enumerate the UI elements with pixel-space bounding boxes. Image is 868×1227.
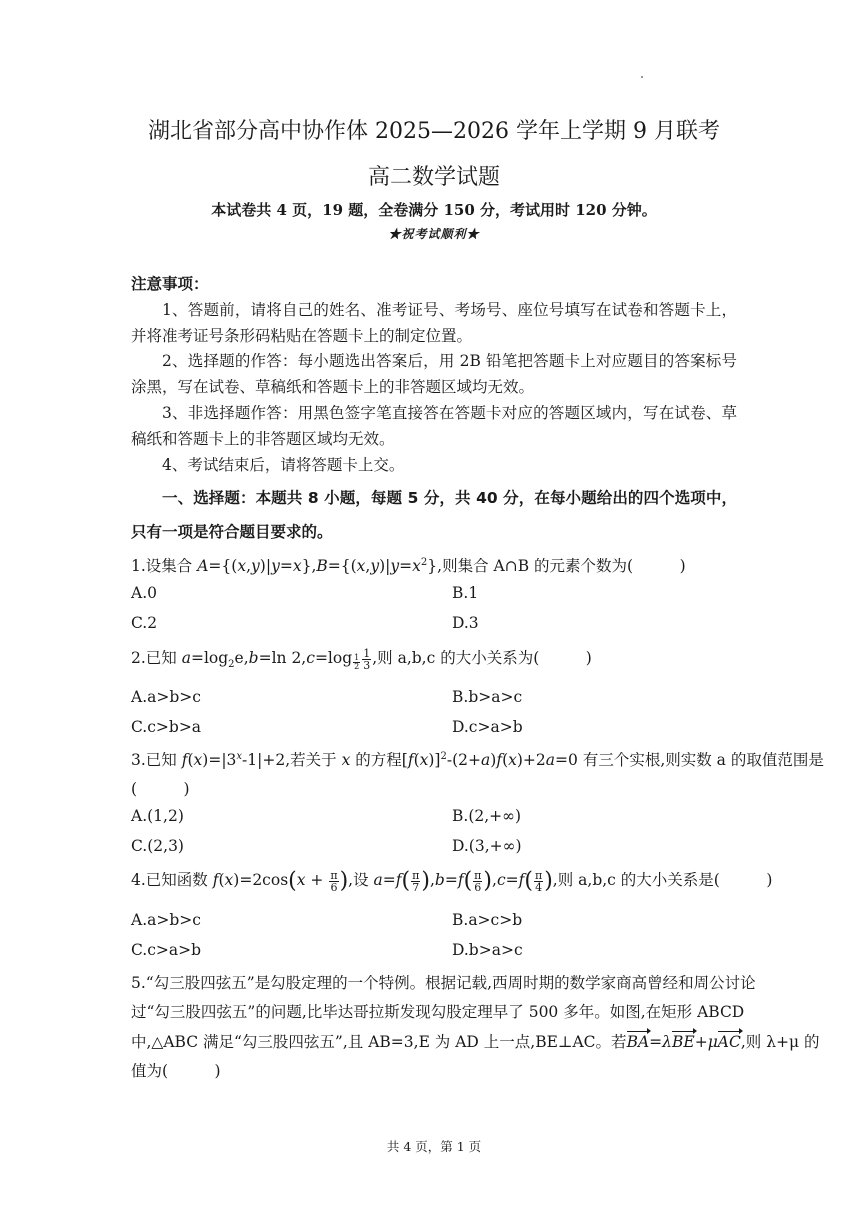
question-2 <box>131 646 592 671</box>
question-5-line-3-suffix: ,则 λ+μ 的 <box>740 1033 820 1051</box>
q3-option-d: D.(3,+∞) <box>452 837 522 855</box>
q3-option-a: A.(1,2) <box>131 807 184 825</box>
notice-item-2: 2、选择题的作答：每小题选出答案后，用 2B 铅笔把答题卡上对应题目的答案标号涂黑，写在试卷、草稿纸和答题卡上的非答题区域均无效。 <box>131 352 737 396</box>
question-3-prefix: 3.已知 <box>131 751 182 769</box>
page-footer: 共 4 页，第 1 页 <box>386 1139 482 1154</box>
notice-item-1: 1、答题前，请将自己的姓名、准考证号、考场号、座位号填写在试卷和答题卡上，并将准考证号条形码粘贴在答题卡上的制定位置。 <box>131 301 737 345</box>
question-1 <box>131 554 686 576</box>
q1-option-a: A.0 <box>131 584 157 602</box>
exam-subtitle: 高二数学试题 <box>367 165 500 190</box>
exam-info: 本试卷共 4 页，19 题，全卷满分 150 分，考试用时 120 分钟。 <box>211 201 657 219</box>
scan-dot <box>641 76 643 78</box>
q2-option-c: C.c>b>a <box>131 718 202 736</box>
question-3-formula: $f(x)=|3^x-1|+2$,若关于 x 的方程$[f(x)]^2-(2+a)f(x)+2a=0$ <box>181 750 583 769</box>
question-1-prefix: 1.设集合 <box>131 557 198 575</box>
q2-option-a: A.a>b>c <box>131 688 201 706</box>
question-5-formula: BA=λBE+μAC <box>626 1033 741 1051</box>
q4-option-d: D.b>a>c <box>452 941 523 959</box>
q1-option-d: D.3 <box>452 614 479 632</box>
question-1-formula: $A=\{(x,y)|y=x\},B=\{(x,y)|y=x^2\}$ <box>197 556 438 575</box>
question-5-line-3-prefix: 中,△ABC 满足“勾三股四弦五”,且 AB=3,E 为 AD 上一点,BE⊥AC。若 <box>131 1033 627 1051</box>
question-1-suffix: ,则集合 A∩B 的元素个数为( ) <box>437 557 686 575</box>
question-5-line-4: 值为( ) <box>131 1062 221 1080</box>
q4-option-c: C.c>a>b <box>131 941 202 959</box>
q1-option-c: C.2 <box>131 614 158 632</box>
question-3-mid: 有三个实根,则实数 a 的取值范围是 <box>582 751 824 769</box>
question-2-suffix: ,则 a,b,c 的大小关系为( ) <box>372 649 592 667</box>
notice-item-4: 4、考试结束后，请将答题卡上交。 <box>162 456 405 474</box>
question-5-line-2: 过“勾三股四弦五”的问题,比毕达哥拉斯发现勾股定理早了 500 多年。如图,在矩形 ABCD <box>131 1003 745 1021</box>
question-3 <box>131 748 824 770</box>
question-5-line-3 <box>131 1030 820 1052</box>
question-4-prefix: 4.已知函数 <box>131 871 213 889</box>
notice-heading: 注意事项： <box>131 275 209 293</box>
question-4 <box>131 868 772 894</box>
notice-item-3: 3、非选择题作答：用黑色签字笔直接答在答题卡对应的答题区域内，写在试卷、草稿纸和答题卡上的非答题区域均无效。 <box>131 404 737 448</box>
exam-title: 湖北省部分高中协作体 2025—2026 学年上学期 9 月联考 <box>148 119 720 144</box>
question-2-formula: $a=\log_2e,b=\ln$ 2,c=log $\frac{1}{2}$ $\frac{1}{3}$ <box>181 646 371 672</box>
exam-wish: ★祝考试顺利★ <box>388 227 480 241</box>
question-4-formula: f(x)=2cos(x + $\frac{\pi}{6}$ ),设 a=f( $\frac{\pi}{7}$ ),b=f( $\frac{\pi}{6}$ ),c=f( $\frac{\pi}{4}$ ) <box>212 868 553 894</box>
q3-option-c: C.(2,3) <box>131 837 184 855</box>
question-5-line-1: 5.“勾三股四弦五”是勾股定理的一个特例。根据记载,西周时期的数学家商高曾经和周公讨论 <box>131 974 756 992</box>
q3-option-b: B.(2,+∞) <box>452 807 522 825</box>
q2-option-b: B.b>a>c <box>452 688 523 706</box>
q4-option-a: A.a>b>c <box>131 911 201 929</box>
question-3-bracket: ( ) <box>131 780 190 798</box>
q2-option-d: D.c>a>b <box>452 718 523 736</box>
q4-option-b: B.a>c>b <box>452 911 523 929</box>
q1-option-b: B.1 <box>452 584 479 602</box>
question-4-suffix: ,则 a,b,c 的大小关系是( ) <box>552 871 773 889</box>
question-2-prefix: 2.已知 <box>131 649 182 667</box>
section-1-heading: 一、选择题：本题共 8 小题，每题 5 分，共 40 分，在每小题给出的四个选项中，只有一项是符合题目要求的。 <box>131 489 737 541</box>
